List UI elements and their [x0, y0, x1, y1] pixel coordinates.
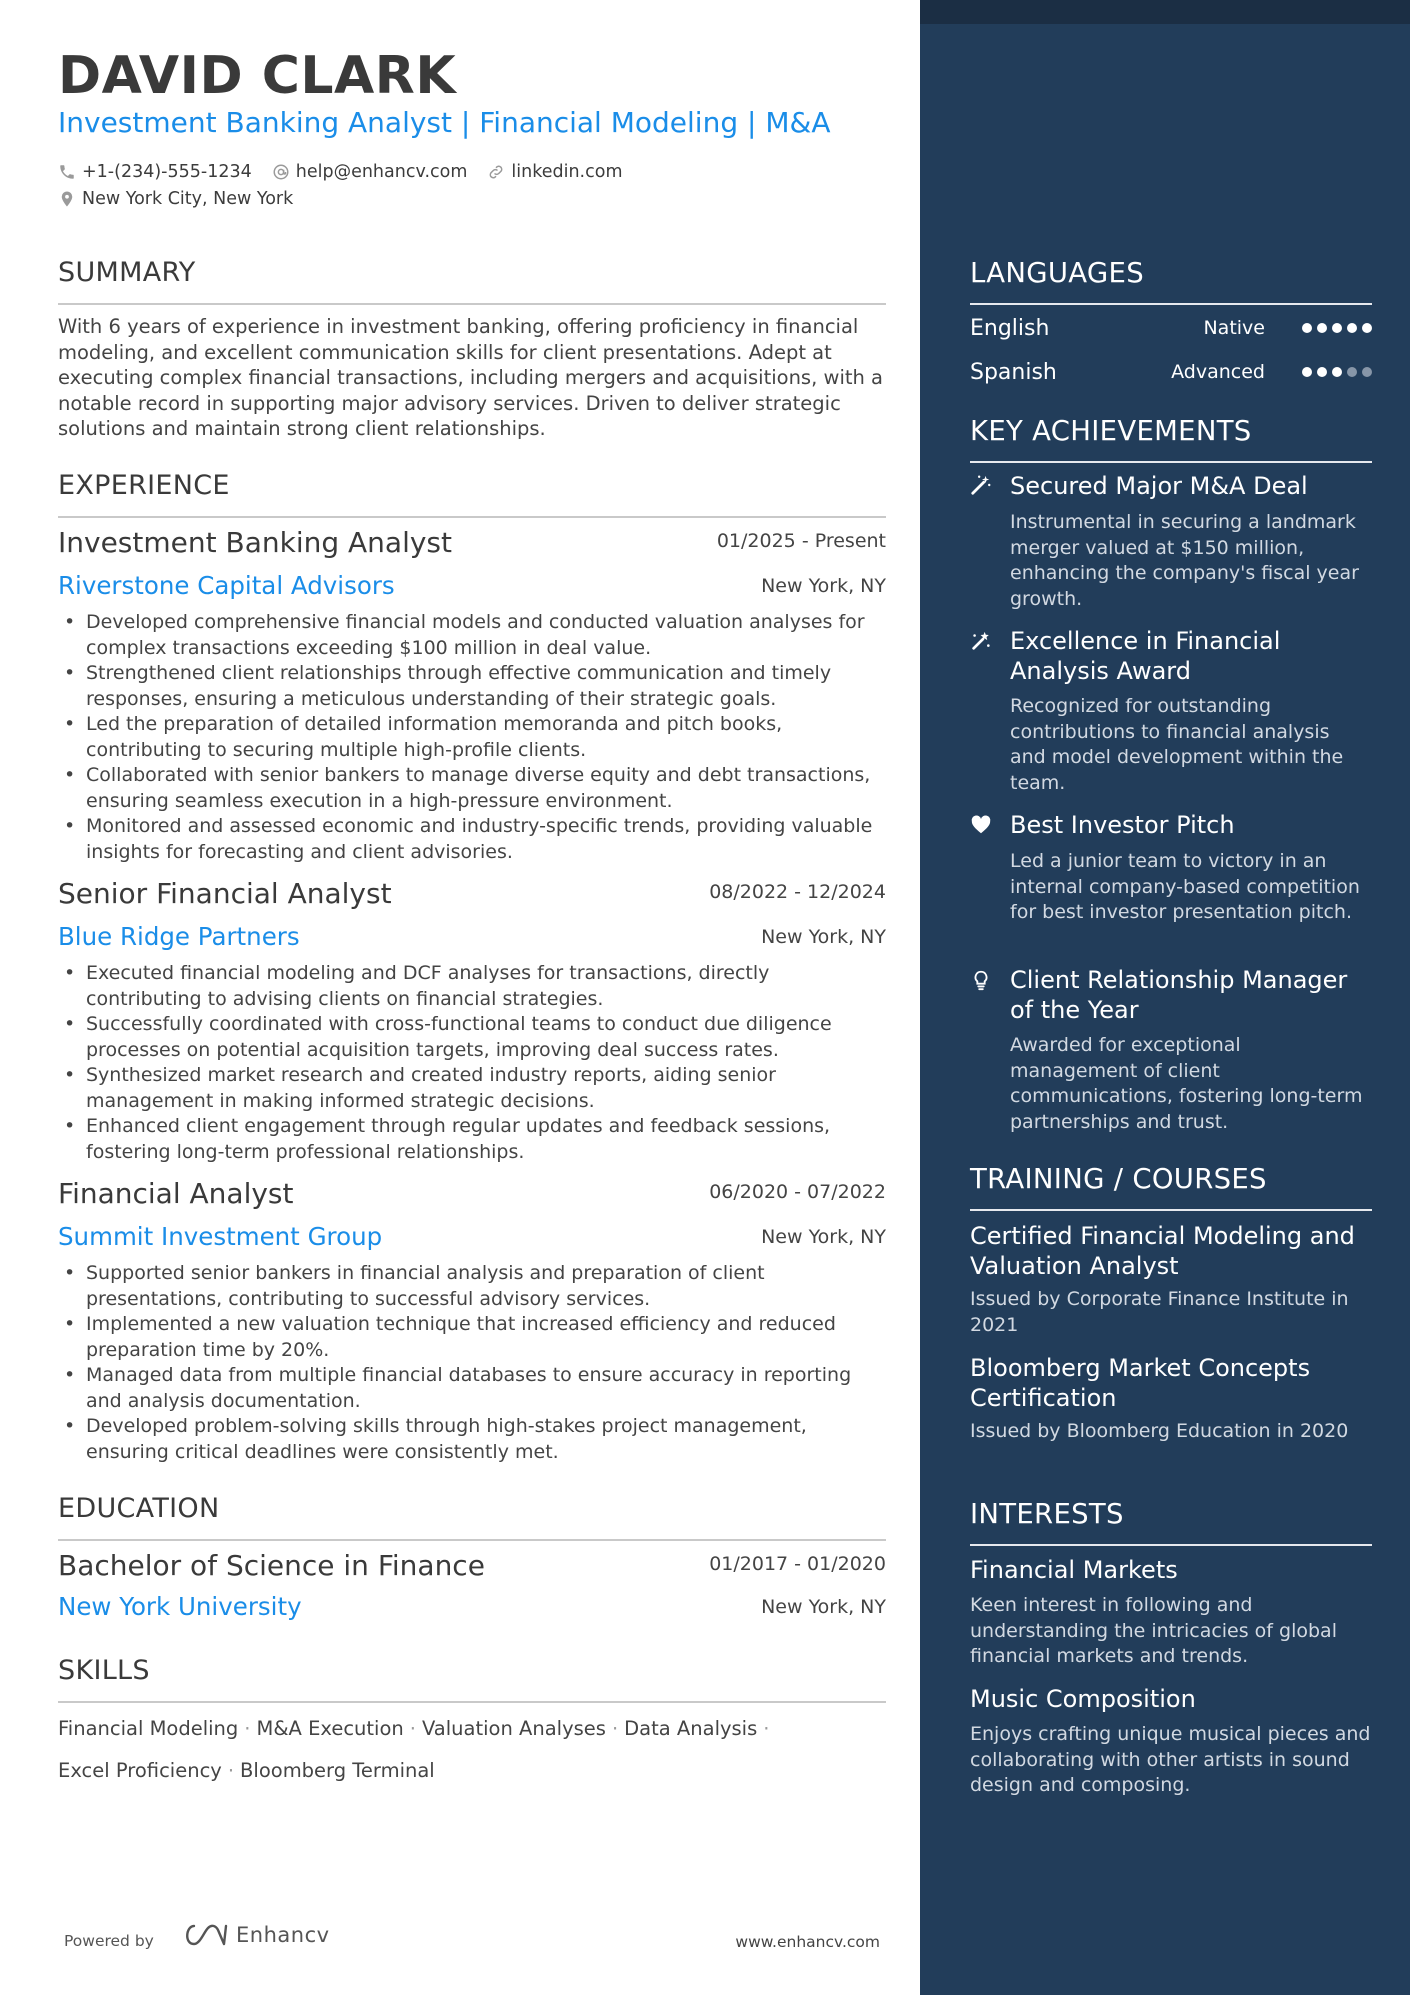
bullet-item: • Strengthened client relationships through effective communication and timely responses, ensuring a meticulous understanding of their strategic goals. — [58, 661, 888, 712]
job-title: Financial Analyst — [58, 1177, 294, 1210]
sidebar — [920, 0, 1410, 1995]
skill-tag: Excel Proficiency — [58, 1759, 222, 1782]
summary-divider — [58, 303, 886, 305]
job-bullets — [58, 961, 888, 1165]
candidate-name: DAVID CLARK — [58, 46, 457, 106]
language-level: Native — [1203, 317, 1265, 339]
education-dates: 01/2017 - 01/2020 — [709, 1553, 886, 1575]
company-name[interactable]: Blue Ridge Partners — [58, 922, 300, 951]
bullet-item: • Led the preparation of detailed information memoranda and pitch books, contributing to securing multiple high-profile clients. — [58, 712, 888, 763]
location-pin-icon — [58, 190, 76, 208]
linkedin-contact[interactable] — [487, 162, 622, 182]
job-title: Investment Banking Analyst — [58, 526, 452, 559]
phone-contact[interactable] — [58, 162, 252, 182]
bullet-item: • Collaborated with senior bankers to manage diverse equity and debt transactions, ensuring seamless execution in a high-pressure environment. — [58, 763, 888, 814]
bullet-item: • Synthesized market research and created industry reports, aiding senior management in making informed strategic decisions. — [58, 1063, 888, 1114]
rating-dot-filled — [1332, 323, 1342, 333]
email-contact[interactable] — [272, 162, 468, 182]
bullet-item: • Executed financial modeling and DCF analyses for transactions, directly contributing to advising clients on financial strategies. — [58, 961, 888, 1012]
achievement-description: Awarded for exceptional management of client communications, fostering long-term partnerships and trust. — [1010, 1034, 1363, 1133]
rating-dot-filled — [1317, 323, 1327, 333]
language-rating — [1297, 367, 1372, 377]
skill-separator: · — [409, 1717, 416, 1740]
skills-list — [58, 1708, 888, 1792]
language-name: English — [970, 315, 1050, 341]
rating-dot-filled — [1317, 367, 1327, 377]
skill-tag: Valuation Analyses — [421, 1717, 606, 1740]
interest-title: Music Composition — [970, 1685, 1196, 1713]
training-heading: TRAINING / COURSES — [970, 1163, 1267, 1195]
star-wand-icon — [970, 630, 992, 652]
rating-dot-filled — [1362, 323, 1372, 333]
skill-separator: · — [227, 1759, 235, 1782]
enhancv-brand-text: Enhancv — [236, 1923, 330, 1947]
interests-heading: INTERESTS — [970, 1498, 1124, 1530]
bullet-item: • Supported senior bankers in financial analysis and preparation of client presentations, contributing to successful advisory services. — [58, 1261, 888, 1312]
skill-tag: Financial Modeling — [58, 1717, 239, 1740]
bullet-item: • Successfully coordinated with cross-functional teams to conduct due diligence processes on potential acquisition targets, improving deal success rates. — [58, 1012, 888, 1063]
rating-dot-empty — [1347, 367, 1357, 377]
headline: Investment Banking Analyst | Financial Modeling | M&A — [58, 106, 831, 139]
job-dates: 06/2020 - 07/2022 — [709, 1181, 886, 1203]
job-location: New York, NY — [761, 926, 886, 948]
languages-divider — [970, 303, 1372, 305]
training-divider — [970, 1209, 1372, 1211]
skills-divider — [58, 1701, 886, 1703]
degree-title: Bachelor of Science in Finance — [58, 1549, 485, 1582]
achievement-description: Recognized for outstanding contributions to financial analysis and model development within the team. — [1010, 695, 1344, 794]
link-icon — [487, 163, 505, 181]
course-title: Certified Financial Modeling and Valuation Analyst — [970, 1222, 1355, 1280]
job-location: New York, NY — [761, 575, 886, 597]
bullet-item: • Implemented a new valuation technique that increased efficiency and reduced preparation time by 20%. — [58, 1312, 888, 1363]
interest-description: Enjoys crafting unique musical pieces and collaborating with other artists in sound design and composing. — [970, 1723, 1371, 1796]
language-row — [970, 357, 1372, 387]
experience-divider — [58, 516, 886, 518]
achievement-title: Client Relationship Manager of the Year — [1010, 966, 1348, 1024]
achievement-description: Led a junior team to victory in an internal company-based competition for best investor presentation pitch. — [1010, 850, 1360, 923]
rating-dot-filled — [1302, 367, 1312, 377]
skill-tag: Data Analysis — [624, 1717, 758, 1740]
course-description: Issued by Corporate Finance Institute in 2021 — [970, 1288, 1349, 1336]
job-title: Senior Financial Analyst — [58, 877, 392, 910]
language-rating — [1297, 323, 1372, 333]
phone-icon — [58, 163, 76, 181]
footer-url[interactable]: www.enhancv.com — [735, 1933, 880, 1951]
company-name[interactable]: Riverstone Capital Advisors — [58, 571, 395, 600]
contact-info — [58, 158, 878, 212]
achievement-title: Excellence in Financial Analysis Award — [1010, 627, 1281, 685]
sidebar-top-bar — [920, 0, 1410, 24]
bullet-item: • Developed comprehensive financial models and conducted valuation analyses for complex transactions exceeding $100 million in deal value. — [58, 610, 888, 661]
rating-dot-empty — [1362, 367, 1372, 377]
education-location: New York, NY — [761, 1596, 886, 1618]
skill-separator: · — [763, 1717, 770, 1740]
skill-tag: M&A Execution — [256, 1717, 404, 1740]
summary-text: With 6 years of experience in investment banking, offering proficiency in financial modeling, and excellent communication skills for client presentations. Adept at executing complex financial transactions, including mergers and acquisitions, with a notable record in supporting major advisory services. Driven to deliver strategic solutions and maintain strong client relationships. — [58, 315, 884, 440]
bullet-item: • Enhanced client engagement through regular updates and feedback sessions, fostering long-term professional relationships. — [58, 1114, 888, 1165]
job-location: New York, NY — [761, 1226, 886, 1248]
achievement-description: Instrumental in securing a landmark merger valued at $150 million, enhancing the company's fiscal year growth. — [1010, 511, 1359, 610]
language-row — [970, 313, 1372, 343]
job-dates: 08/2022 - 12/2024 — [709, 881, 886, 903]
interest-title: Financial Markets — [970, 1556, 1178, 1584]
bullet-item: • Monitored and assessed economic and industry-specific trends, providing valuable insights for forecasting and client advisories. — [58, 814, 888, 865]
location-text: New York City, New York — [82, 188, 294, 209]
company-name[interactable]: Summit Investment Group — [58, 1222, 383, 1251]
linkedin-text: linkedin.com — [511, 161, 623, 182]
enhancv-logo-icon — [182, 1922, 228, 1948]
location-contact — [58, 189, 293, 209]
interests-divider — [970, 1544, 1372, 1546]
job-bullets — [58, 610, 888, 865]
email-text: help@enhancv.com — [295, 161, 468, 182]
phone-text: +1-(234)-555-1234 — [82, 161, 252, 182]
interest-description: Keen interest in following and understanding the intricacies of global financial markets and trends. — [970, 1594, 1337, 1667]
skill-tag: Bloomberg Terminal — [240, 1759, 435, 1782]
enhancv-logo[interactable] — [182, 1922, 330, 1948]
achievements-divider — [970, 461, 1372, 463]
rating-dot-filled — [1302, 323, 1312, 333]
course-title: Bloomberg Market Concepts Certification — [970, 1354, 1311, 1412]
lightbulb-icon — [970, 969, 992, 991]
course-description: Issued by Bloomberg Education in 2020 — [970, 1420, 1349, 1442]
bullet-item: • Managed data from multiple financial databases to ensure accuracy in reporting and analysis documentation. — [58, 1363, 888, 1414]
achievement-title: Best Investor Pitch — [1010, 811, 1235, 839]
education-divider — [58, 1539, 886, 1541]
job-bullets — [58, 1261, 888, 1465]
school-name[interactable]: New York University — [58, 1592, 302, 1621]
language-level: Advanced — [1171, 361, 1265, 383]
skill-separator: · — [611, 1717, 619, 1740]
rating-dot-filled — [1347, 323, 1357, 333]
at-icon — [272, 163, 290, 181]
language-name: Spanish — [970, 359, 1057, 385]
magic-wand-icon — [970, 474, 992, 496]
powered-by-label: Powered by — [64, 1932, 154, 1950]
languages-heading: LANGUAGES — [970, 257, 1144, 289]
skills-heading: SKILLS — [58, 1655, 150, 1686]
rating-dot-filled — [1332, 367, 1342, 377]
bullet-item: • Developed problem-solving skills through high-stakes project management, ensuring critical deadlines were consistently met. — [58, 1414, 888, 1465]
job-dates: 01/2025 - Present — [716, 530, 886, 552]
education-heading: EDUCATION — [58, 1493, 220, 1524]
achievement-title: Secured Major M&A Deal — [1010, 472, 1308, 500]
skill-separator: · — [244, 1717, 251, 1740]
heart-icon — [970, 814, 992, 836]
achievements-heading: KEY ACHIEVEMENTS — [970, 415, 1252, 447]
summary-heading: SUMMARY — [58, 257, 196, 288]
experience-heading: EXPERIENCE — [58, 470, 230, 501]
